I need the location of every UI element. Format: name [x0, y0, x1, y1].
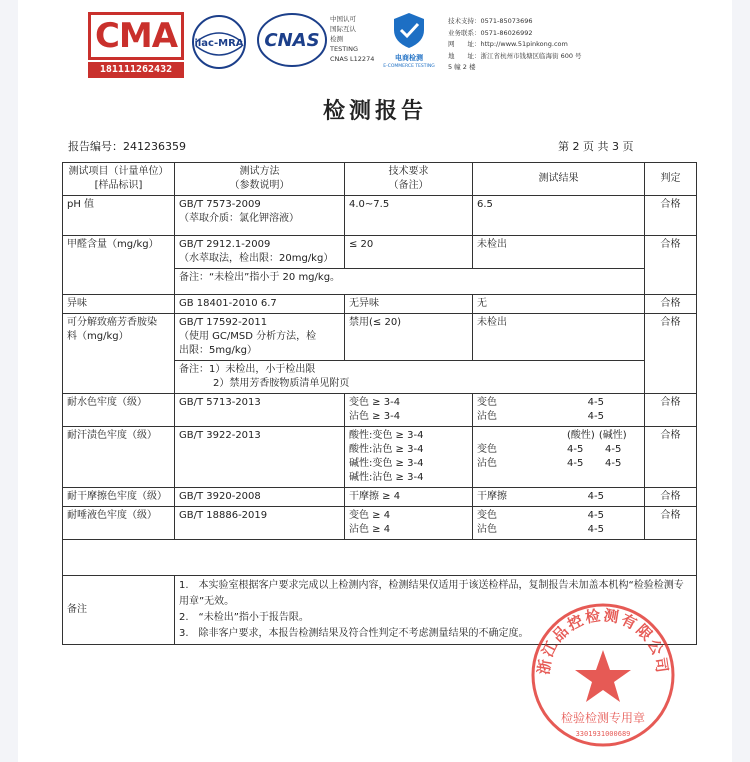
stamp-center-text: 检验检测专用章 [560, 711, 646, 725]
stamp-arc-text: 浙江品控检测有限公司 [534, 606, 672, 676]
table-row: 耐水色牢度（级） GB/T 5713-2013 变色 ≥ 3-4 沾色 ≥ 3-4 变色 4-5 沾色 4-5 合格 [63, 394, 697, 427]
ilac-text: ilac-MRA [194, 38, 244, 49]
table-row: 异味 GB 18401-2010 6.7 无异味 无 合格 [63, 295, 697, 314]
cma-number: 181111262432 [88, 62, 184, 78]
ec-label: 电商检测 [395, 54, 423, 62]
page-info: 第 2 页 共 3 页 [558, 140, 634, 153]
col-header-item: 测试项目（计量单位） [样品标识] [63, 163, 175, 196]
report-number [68, 138, 186, 154]
cma-mark: CMA [88, 12, 184, 60]
table-note-row: 备注：“未检出”指小于 20 mg/kg。 [63, 269, 697, 295]
ec-sub: E-COMMERCE TESTING [383, 64, 435, 69]
contact-line: 地 址：浙江省杭州市钱塘区临海街 600 号 [448, 51, 582, 60]
table-row: 耐汗渍色牢度（级） GB/T 3922-2013 酸性:变色 ≥ 3-4 酸性:沾色 ≥ 3-4 碱性:变色 ≥ 3-4 碱性:沾色 ≥ 3-4 (酸性) (碱性) 变色 4-5 4-5 沾色 4-5 4-5 合格 [63, 427, 697, 488]
contact-line: 业务联系：0571-86026992 [448, 28, 533, 37]
cnas-info [330, 14, 374, 64]
contact-info [448, 16, 582, 74]
table-blank-row [63, 540, 697, 576]
table-row: 耐干摩擦色牢度（级） GB/T 3920-2008 干摩擦 ≥ 4 干摩擦 4-5 合格 [63, 488, 697, 507]
report-number-value: 241236359 [123, 140, 186, 153]
cnas-logo [256, 12, 328, 68]
shield-check-icon [389, 10, 429, 50]
cnas-info-line: TESTING [330, 45, 358, 53]
report-number-label: 报告编号： [68, 140, 123, 153]
cma-logo [88, 12, 184, 76]
official-stamp [528, 600, 678, 750]
remarks-label: 备注 [63, 576, 175, 645]
cnas-text: CNAS [264, 30, 320, 51]
col-header-result: 测试结果 [473, 163, 645, 196]
table-header-row [63, 163, 697, 196]
table-row: 耐唾液色牢度（级） GB/T 18886-2019 变色 ≥ 4 沾色 ≥ 4 变色 4-5 沾色 4-5 合格 [63, 507, 697, 540]
contact-line: 技术支持：0571-85073696 [448, 17, 533, 25]
table-row: 可分解致癌芳香胺染 料（mg/kg） GB/T 17592-2011 （使用 GC/MSD 分析方法，检 出限：5mg/kg） 禁用(≤ 20) 未检出 合格 [63, 314, 697, 361]
remark-item: 3. 除非客户要求，本报告检测结果及符合性判定不考虑测量结果的不确定度。 [179, 628, 529, 639]
report-title: 检测报告 [322, 98, 427, 124]
cnas-info-line: CNAS L12274 [330, 55, 375, 63]
cnas-info-line: 中国认可 [330, 15, 356, 23]
ilac-mra-logo [188, 14, 250, 72]
ecommerce-testing-logo [378, 10, 440, 72]
remark-item: 1. 本实验室根据客户要求完成以上检测内容，检测结果仅适用于该送检样品，复制报告未加盖本机构“检验检测专用章”无效。 [179, 580, 684, 607]
col-header-requirement: 技术要求 （备注） [345, 163, 473, 196]
test-results-table [62, 162, 697, 645]
table-note-row: 备注：1）未检出，小于检出限 2）禁用芳香胺物质清单见附页 [63, 361, 697, 394]
table-row: pH 值 GB/T 7573-2009 （萃取介质：氯化钾溶液） 4.0~7.5 6.5 合格 [63, 196, 697, 236]
col-header-verdict: 判定 [645, 163, 697, 196]
remark-item: 2. “未检出”指小于报告限。 [179, 612, 309, 623]
cnas-info-line: 国际互认 [330, 25, 356, 33]
stamp-number: 3301931000689 [575, 730, 631, 738]
cnas-info-line: 检测 [330, 35, 343, 43]
star-icon [575, 650, 631, 702]
table-row: 甲醛含量（mg/kg） GB/T 2912.1-2009 （水萃取法，检出限：20mg/kg） ≤ 20 未检出 合格 [63, 236, 697, 269]
contact-line: 网 址：http://www.51pinkong.com [448, 40, 568, 48]
report-page [18, 0, 732, 762]
col-header-method: 测试方法 （参数说明） [175, 163, 345, 196]
contact-line: 5 幢 2 楼 [448, 63, 476, 71]
